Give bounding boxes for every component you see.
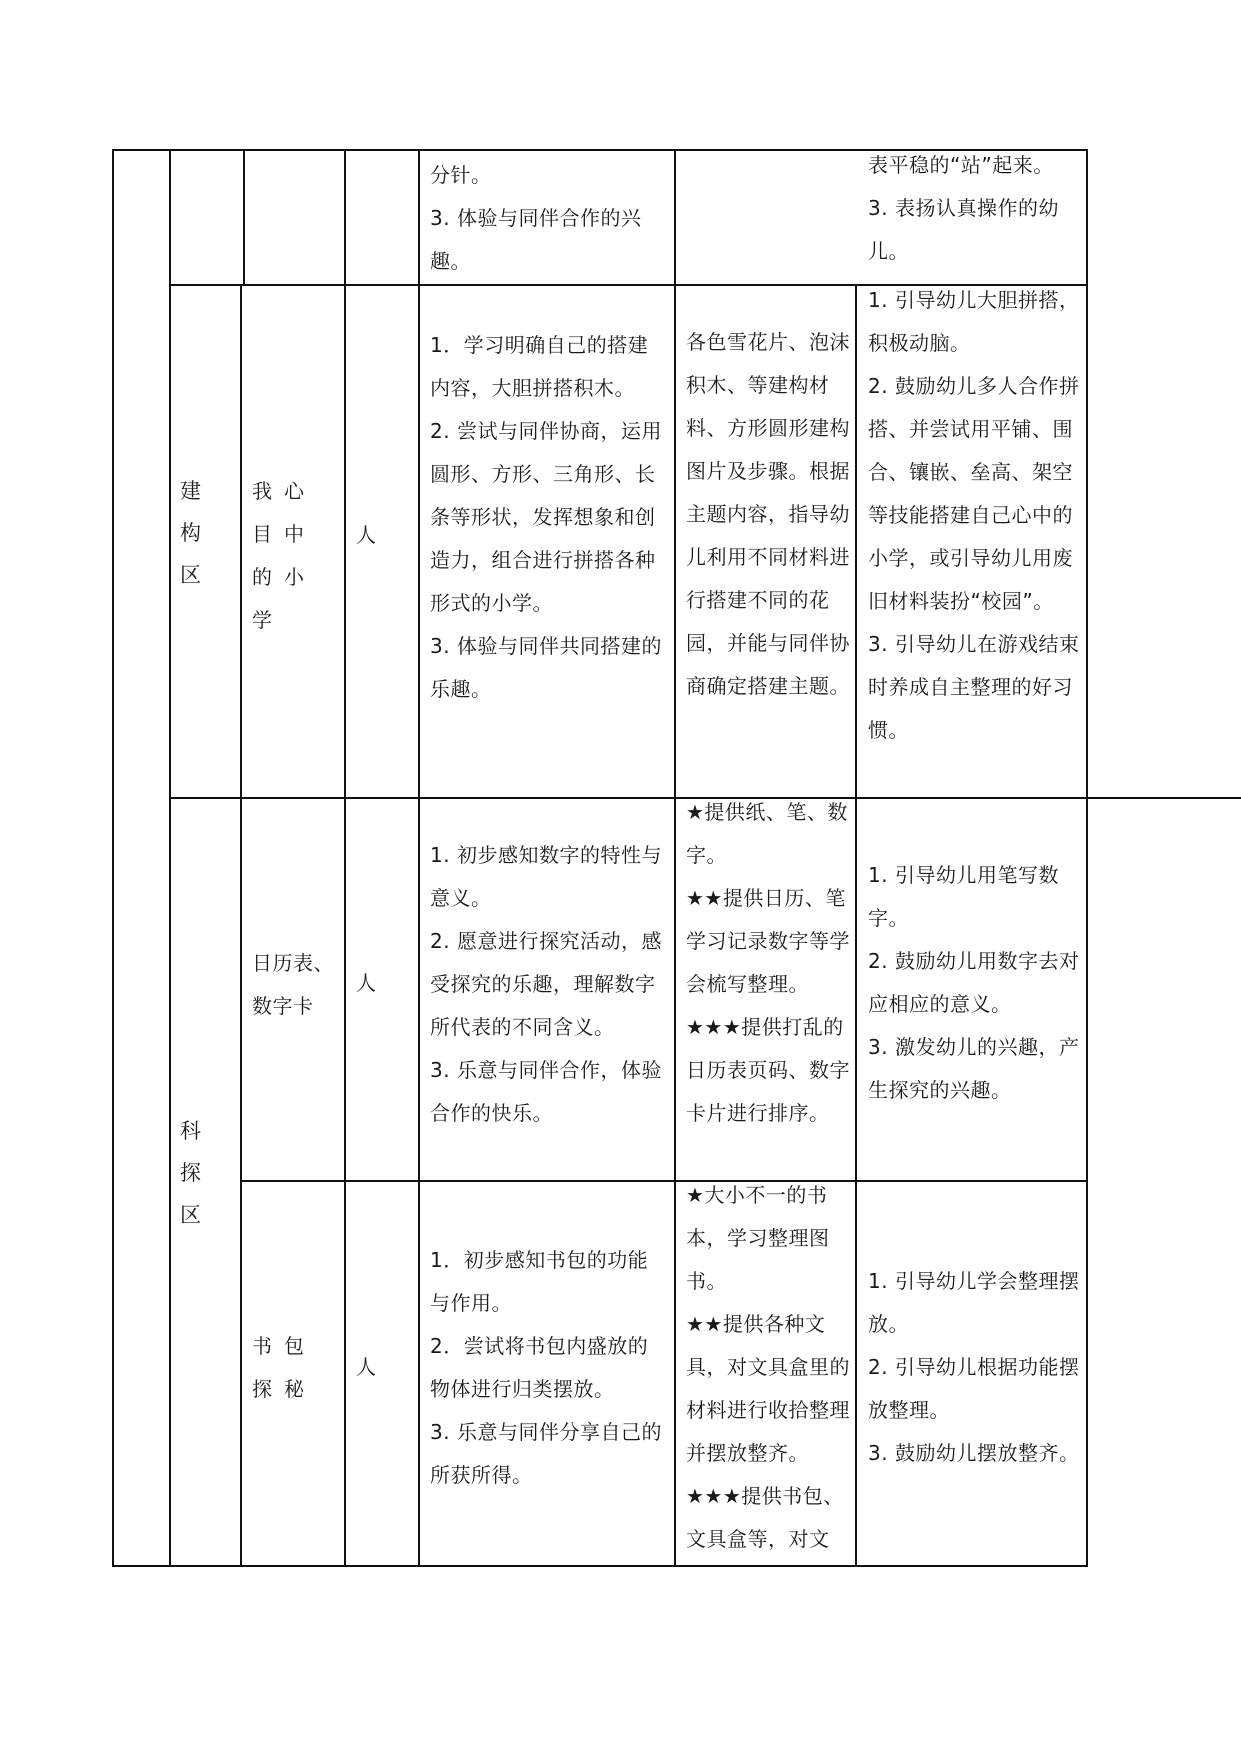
column-divider [169, 149, 171, 1567]
activity-name: 我心目中的小学 [252, 479, 316, 632]
guidance-text: 2. 引导幼儿根据功能摆放整理。 [868, 1355, 1080, 1422]
guidance-text: 1. 引导幼儿学会整理摆放。 [868, 1269, 1080, 1336]
goals-cell [430, 154, 668, 283]
goal-text: 3. 乐意与同伴合作，体验合作的快乐。 [430, 1058, 662, 1125]
guidance-text: 3. 激发幼儿的兴趣，产生探究的兴趣。 [868, 1035, 1080, 1102]
child-count: 人 [356, 971, 377, 995]
guidance-text: 表平稳的“站”起来。 [868, 153, 1054, 177]
activity-name: 日历表、数字卡 [252, 951, 334, 1018]
guidance-text: 3. 鼓励幼儿摆放整齐。 [868, 1441, 1080, 1465]
goal-text: 1. 初步感知数字的特性与意义。 [430, 843, 662, 910]
guidance-text: 2. 鼓励幼儿多人合作拼搭、并尝试用平铺、围合、镶嵌、垒高、架空等技能搭建自己心中的小学，或引导幼儿用废旧材料装扮“校园”。 [868, 374, 1080, 613]
table-border-right [1086, 149, 1088, 1567]
activity-name: 书包探秘 [252, 1334, 316, 1401]
column-divider [240, 285, 242, 1567]
table-border-bottom [112, 1565, 1088, 1567]
material-text: ★★提供日历、笔学习记录数字等学会梳写整理。 [686, 886, 850, 996]
table-border-left [112, 149, 114, 1567]
goals-cell [430, 1239, 668, 1497]
material-text: 各色雪花片、泡沫积木、等建构材料、方形圆形建构图片及步骤。根据主题内容，指导幼儿利用不同材料进行搭建不同的花园，并能与同伴协商确定搭建主题。 [686, 330, 850, 698]
material-text: ★★★提供书包、文具盒等，对文 [686, 1484, 844, 1551]
goals-cell [430, 834, 668, 1135]
column-divider [344, 149, 346, 1567]
goals-cell [430, 324, 668, 711]
column-divider [418, 149, 420, 1567]
column-divider [243, 149, 245, 285]
materials-cell [686, 321, 854, 708]
goal-text: 2. 尝试与同伴协商，运用圆形、方形、三角形、长条等形状，发挥想象和创造力，组合进行拼搭各种形式的小学。 [430, 419, 662, 615]
child-count: 人 [356, 523, 377, 547]
goal-text: 2. 愿意进行探究活动，感受探究的乐趣，理解数字所代表的不同含义。 [430, 929, 662, 1039]
guidance-cell [868, 854, 1082, 1112]
materials-cell [686, 791, 854, 1135]
material-text: ★★提供各种文具，对文具盒里的材料进行收拾整理并摆放整齐。 [686, 1312, 850, 1465]
column-divider [674, 149, 676, 1567]
guidance-cell [868, 144, 1082, 273]
goal-text: 1．初步感知书包的功能与作用。 [430, 1248, 649, 1315]
goal-text: 3. 乐意与同伴分享自己的所获所得。 [430, 1420, 662, 1487]
guidance-cell [868, 1260, 1082, 1475]
area-label: 科探区 [180, 1119, 202, 1227]
guidance-text: 2. 鼓励幼儿用数字去对应相应的意义。 [868, 949, 1080, 1016]
guidance-text: 1. 引导幼儿用笔写数字。 [868, 863, 1059, 930]
guidance-text: 1. 引导幼儿大胆拼搭，积极动脑。 [868, 288, 1080, 355]
area-label: 建构区 [180, 479, 202, 587]
materials-cell [686, 1174, 854, 1561]
material-text: ★大小不一的书本，学习整理图书。 [686, 1183, 830, 1293]
guidance-cell [868, 279, 1082, 752]
goal-text: 3. 体验与同伴合作的兴趣。 [430, 206, 642, 273]
child-count: 人 [356, 1355, 377, 1379]
material-text: ★★★提供打乱的日历表页码、数字卡片进行排序。 [686, 1015, 850, 1125]
goal-text: 分针。 [430, 163, 492, 187]
goal-text: 3. 体验与同伴共同搭建的乐趣。 [430, 634, 662, 701]
guidance-text: 3. 引导幼儿在游戏结束时养成自主整理的好习惯。 [868, 632, 1080, 742]
guidance-text: 3. 表扬认真操作的幼儿。 [868, 196, 1059, 263]
goal-text: 1．学习明确自己的搭建内容，大胆拼搭积木。 [430, 333, 649, 400]
material-text: ★提供纸、笔、数字。 [686, 800, 848, 867]
row-divider [240, 1180, 1088, 1182]
goal-text: 2．尝试将书包内盛放的物体进行归类摆放。 [430, 1334, 649, 1401]
column-divider [855, 285, 857, 1567]
